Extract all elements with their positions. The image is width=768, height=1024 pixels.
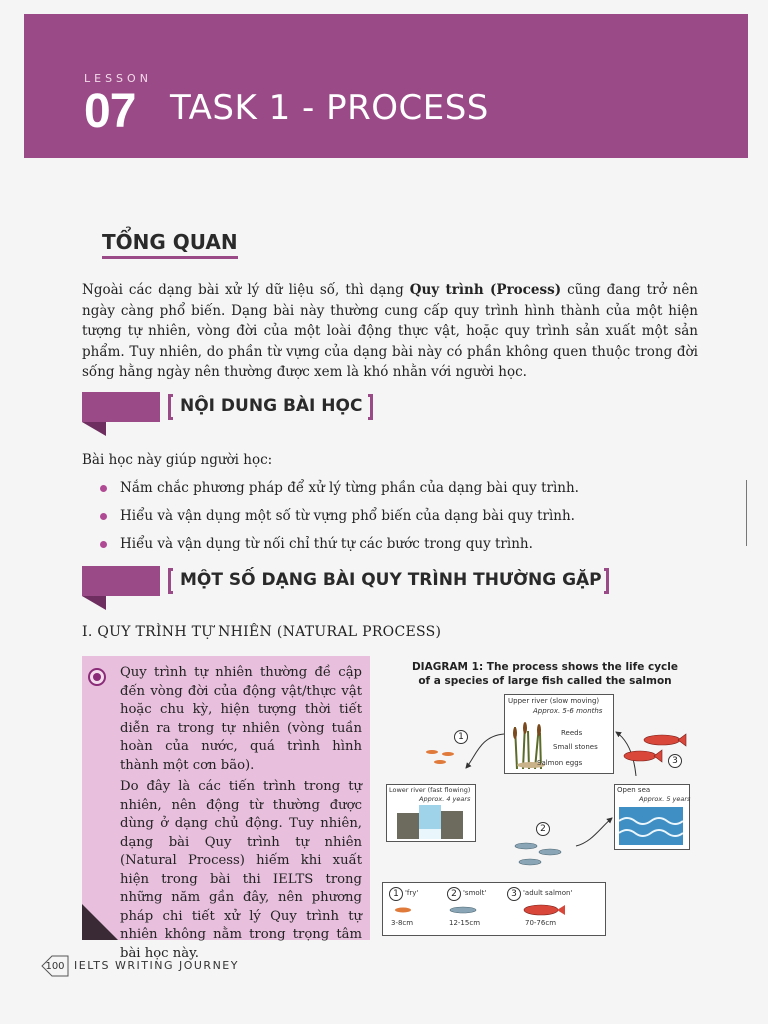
lower-river-label: Lower river (fast flowing) <box>389 786 471 794</box>
upper-river-time: Approx. 5-6 months <box>533 707 603 715</box>
list-item <box>96 474 579 502</box>
sea-waves-icon <box>619 807 683 845</box>
list-item <box>96 502 579 530</box>
legend-3-size: 70-76cm <box>525 919 557 927</box>
upper-river-label: Upper river (slow moving) <box>508 697 600 705</box>
legend-fry-icon <box>393 905 413 915</box>
overview-text-2: cũng đang trở nên ngày càng phổ biến. Dạng bài này thường cung cấp quy trình hình thành của một hiện tượng tự nhiên, vòng đời của một loài động thực vật, hoặc quy trình sản xuất một sản phẩm. Tuy nhiên, do phần từ vựng của dạng bài này có phần không quen thuộc trong đời sống hằng ngày nên thường được xem là khó nhằn với người học. <box>82 282 698 380</box>
section-bar-fold <box>82 422 106 436</box>
diagram-title-line2: of a species of large fish called the salmon <box>418 675 672 687</box>
legend-3-name: 'adult salmon' <box>523 889 573 897</box>
legend-2-circle: 2 <box>447 887 461 901</box>
fry-fish-icon <box>422 746 472 768</box>
overview-paragraph <box>82 280 698 383</box>
salmon-eggs-label: Salmon eggs <box>537 759 583 767</box>
bullet-dot-icon <box>100 513 107 520</box>
content-intro: Bài học này giúp người học: <box>82 452 273 468</box>
info-box-corner <box>82 904 118 940</box>
types-heading: MỘT SỐ DẠNG BÀI QUY TRÌNH THƯỜNG GẶP <box>180 570 602 590</box>
lower-river-time: Approx. 4 years <box>419 795 471 803</box>
bracket-right <box>604 568 609 594</box>
diagram-legend <box>382 882 606 936</box>
legend-1-name: 'fry' <box>405 889 419 897</box>
stage-1-circle: 1 <box>454 730 468 744</box>
list-item <box>96 530 579 558</box>
bullet-dot-icon <box>100 541 107 548</box>
natural-process-heading: I. QUY TRÌNH TỰ NHIÊN (NATURAL PROCESS) <box>82 624 442 640</box>
legend-2-name: 'smolt' <box>463 889 487 897</box>
book-title: IELTS WRITING JOURNEY <box>74 959 239 972</box>
overview-text-bold: Quy trình (Process) <box>409 282 562 298</box>
target-icon <box>88 668 106 686</box>
bullet-text: Hiểu và vận dụng một số từ vựng phổ biến của dạng bài quy trình. <box>120 508 575 524</box>
open-sea-label: Open sea <box>617 786 651 794</box>
legend-1-circle: 1 <box>389 887 403 901</box>
stage-3-circle: 3 <box>668 754 682 768</box>
smolt-fish-icon <box>510 840 572 870</box>
overview-heading: TỔNG QUAN <box>102 230 238 259</box>
diagram-title-line1: DIAGRAM 1: The process shows the life cycle <box>411 661 679 673</box>
lower-river-box <box>386 784 476 842</box>
legend-smolt-icon <box>447 905 479 915</box>
legend-1-size: 3-8cm <box>391 919 414 927</box>
small-stones-label: Small stones <box>553 743 598 751</box>
section-bar <box>82 566 160 596</box>
bracket-right <box>368 394 373 420</box>
open-sea-time: Approx. 5 years <box>639 795 691 803</box>
info-paragraph-1: Quy trình tự nhiên thường đề cập đến vòng đời của động vật/thực vật hoặc chu kỳ, hiện tượng thời tiết diễn ra trong tự nhiên (vòng tuần hoàn của nước, quá trình hình thành một cơn bão). <box>120 665 362 773</box>
open-sea-box <box>614 784 690 850</box>
content-bullet-list <box>96 474 579 558</box>
bullet-dot-icon <box>100 485 107 492</box>
legend-salmon-icon <box>521 903 567 917</box>
content-heading: NỘI DUNG BÀI HỌC <box>180 396 363 416</box>
legend-2-size: 12-15cm <box>449 919 481 927</box>
stage-2-circle: 2 <box>536 822 550 836</box>
bullet-text: Hiểu và vận dụng từ nối chỉ thứ tự các bước trong quy trình. <box>120 536 533 552</box>
overview-text-1: Ngoài các dạng bài xử lý dữ liệu số, thì dạng <box>82 282 410 298</box>
lesson-label: LESSON <box>84 72 152 85</box>
page-number: 100 <box>45 961 65 972</box>
info-paragraph-2: Do đây là các tiến trình trong tự nhiên, nên động từ thường được dùng ở dạng chủ động. Tuy nhiên, dạng bài Quy trình tự nhiên (Natural Process) hiếm khi xuất hiện trong bài thi IELTS trong những năm gần đây, nên phương pháp chi tiết xử lý Quy trình tự nhiên không nằm trong trọng tâm bài học này. <box>120 779 362 961</box>
lesson-number: 07 <box>84 85 136 138</box>
diagram-title <box>380 660 710 688</box>
salmon-diagram <box>380 656 710 940</box>
section-bar-fold <box>82 596 106 610</box>
bracket-left <box>168 394 173 420</box>
reeds-label: Reeds <box>561 729 583 737</box>
bracket-left <box>168 568 173 594</box>
section-bar <box>82 392 160 422</box>
legend-3-circle: 3 <box>507 887 521 901</box>
lesson-title: TASK 1 - PROCESS <box>170 88 489 128</box>
waterfall-icon <box>397 805 463 839</box>
bullet-text: Nắm chắc phương pháp để xử lý từng phần của dạng bài quy trình. <box>120 480 579 496</box>
margin-rule <box>746 480 747 546</box>
